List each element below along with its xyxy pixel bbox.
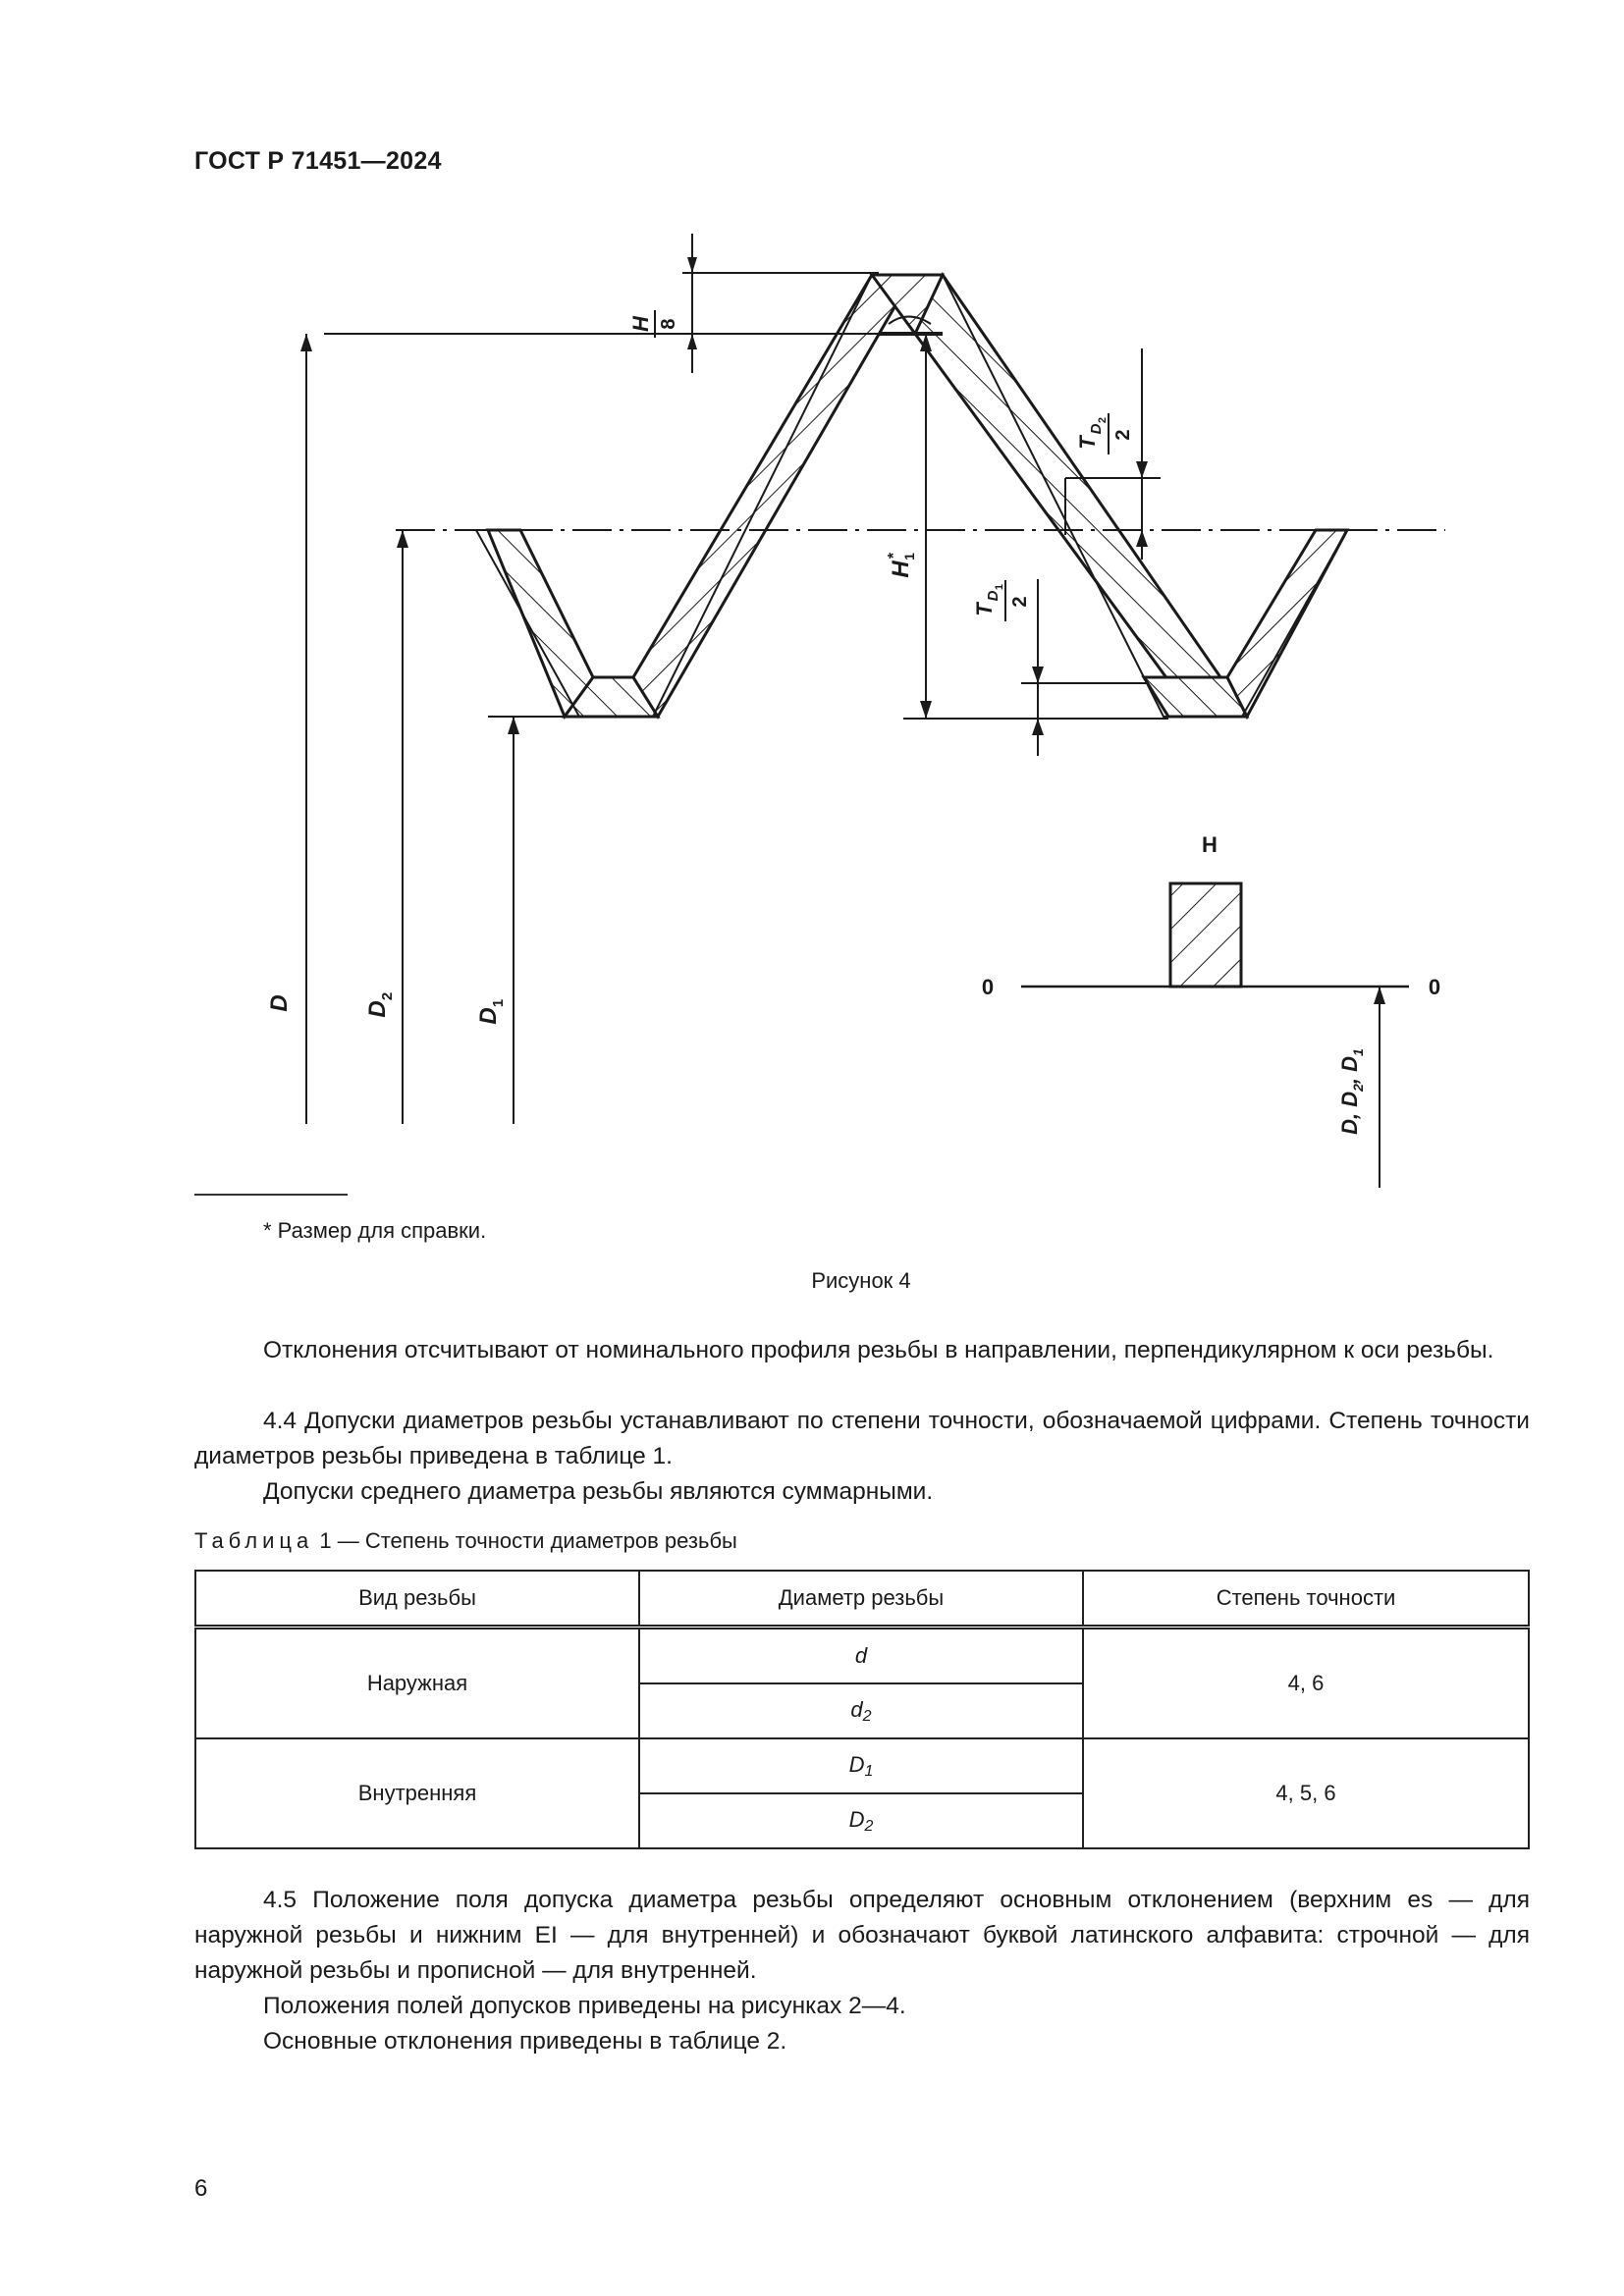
basic-profile-line (476, 275, 1347, 717)
page-number: 6 (194, 2175, 208, 2202)
table-row (195, 1628, 1529, 1684)
td2-D: D (1088, 423, 1105, 435)
diameter-cell: $D_2$ (639, 1793, 1083, 1848)
h1-star: * (886, 552, 902, 560)
table-header-cell: Диаметр резьбы (639, 1571, 1083, 1628)
table-caption: Таблица 1 — Степень точности диаметров резьбы (194, 1528, 737, 1553)
td2-sub: 2 (1097, 416, 1109, 424)
h8-denominator: 8 (658, 318, 679, 330)
footnote: * Размер для справки. (263, 1218, 487, 1243)
h1-letter: H (888, 561, 914, 578)
td2-arrow-up (1136, 530, 1148, 547)
td1-sub: 1 (994, 583, 1005, 591)
td1-D: D (985, 590, 1001, 602)
td1-T: T (972, 603, 997, 616)
grade-cell: 4, 6 (1083, 1628, 1529, 1739)
zero-left-label: 0 (981, 975, 995, 999)
td1-arrow-down (1032, 667, 1044, 683)
paragraph: 4.5 Положение поля допуска диаметра резьбы определяют основным отклонением (верхним es — для наружной резьбы и нижним EI — для внутренней) и обозначают буквой латинского алфавита: строчной — для наружной резьбы и прописной — для внутренней. (194, 1887, 1530, 1984)
D2-sub: 2 (379, 991, 396, 1001)
thread-kind-cell: Внутренняя (195, 1738, 639, 1848)
D2-arrow (397, 530, 408, 548)
h8-arrow-up (687, 334, 697, 349)
h8-arrow-down (687, 257, 697, 273)
tolerance-field-H (1170, 883, 1241, 987)
zero-right-label: 0 (1428, 975, 1441, 999)
paragraph: Допуски среднего диаметра резьбы являются суммарными. (263, 1478, 934, 1505)
diameter-cell: $d_2$ (639, 1683, 1083, 1738)
precision-grade-table (194, 1570, 1530, 1849)
diameter-cell: d (639, 1628, 1083, 1684)
paragraph: 4.4 Допуски диаметров резьбы устанавливают по степени точности, обозначаемой цифрами. Степень точности диаметров резьбы приведена в таблице 1. (194, 1408, 1530, 1469)
grade-cell: 4, 5, 6 (1083, 1738, 1529, 1848)
paragraph: Отклонения отсчитывают от номинального профиля резьбы в направлении, перпендикулярном к оси резьбы. (263, 1337, 1494, 1363)
table-header-cell: Степень точности (1083, 1571, 1529, 1628)
D2-label: D (364, 1000, 391, 1018)
paragraph: Положения полей допусков приведены на рисунках 2—4. (263, 1993, 906, 2019)
h1-sub: 1 (901, 553, 917, 561)
tolerance-band-left-flank (488, 530, 593, 717)
D1-sub: 1 (490, 998, 507, 1008)
figure-caption: Рисунок 4 (811, 1268, 911, 1293)
tolerance-band-rising-flank (633, 275, 913, 717)
tolerance-band-right-flank (1227, 530, 1347, 717)
field-arrow (1374, 987, 1385, 1004)
D-label: D (266, 994, 293, 1012)
td1-arrow-up (1032, 719, 1044, 735)
td2-arrow-down (1136, 461, 1148, 478)
table-header-cell: Вид резьбы (195, 1571, 639, 1628)
footnote-rule (194, 1194, 348, 1196)
h8-numerator: H (628, 316, 653, 332)
field-H-label: H (1202, 832, 1218, 857)
D1-label: D (475, 1007, 502, 1025)
td1-den: 2 (1009, 596, 1031, 608)
td2-T: T (1075, 436, 1100, 450)
td2-den: 2 (1112, 429, 1134, 441)
table-row (195, 1738, 1529, 1793)
D1-arrow (508, 717, 519, 734)
tolerance-band-falling-flank (915, 275, 1227, 687)
paragraph: Основные отклонения приведены в таблице 2. (263, 2028, 787, 2055)
diameter-cell: $D_1$ (639, 1738, 1083, 1793)
table-header-row (195, 1571, 1529, 1628)
document-header: ГОСТ Р 71451—2024 (194, 147, 442, 175)
thread-kind-cell: Наружная (195, 1628, 639, 1739)
H1-arrow-down (920, 701, 932, 719)
diam-list-label: D, $D_2$, $D_1$ (1337, 1048, 1366, 1135)
D-arrow (300, 334, 312, 351)
